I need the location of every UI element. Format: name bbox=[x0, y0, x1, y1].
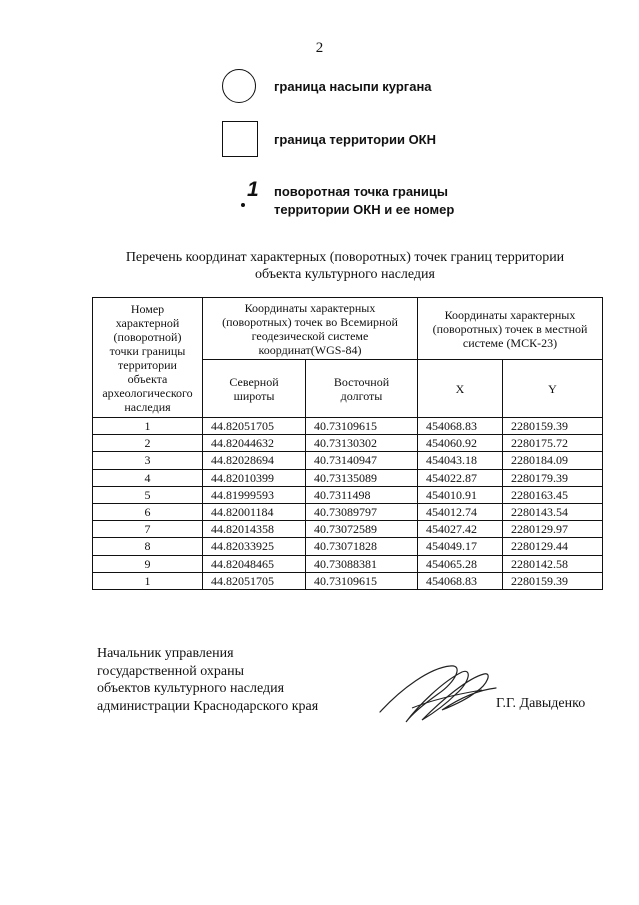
header-line: Координаты характерных bbox=[444, 307, 576, 322]
handwritten-signature bbox=[372, 660, 502, 730]
table-row bbox=[93, 435, 603, 452]
y-cell: 2280129.44 bbox=[503, 538, 603, 555]
latitude-cell: 44.82014358 bbox=[203, 521, 306, 538]
table-row bbox=[93, 538, 603, 555]
point-number-cell: 4 bbox=[93, 469, 203, 486]
point-number-cell: 8 bbox=[93, 538, 203, 555]
latitude-cell: 44.82044632 bbox=[203, 435, 306, 452]
legend-mound-label: граница насыпи кургана bbox=[274, 79, 432, 94]
x-cell: 454065.28 bbox=[418, 555, 503, 572]
x-cell: 454010.91 bbox=[418, 486, 503, 503]
header-line: (поворотных) точек во Всемирной bbox=[222, 314, 398, 329]
x-cell: 454068.83 bbox=[418, 418, 503, 435]
header-line: системе (МСК-23) bbox=[462, 335, 558, 350]
table-row bbox=[93, 521, 603, 538]
table-row bbox=[93, 469, 603, 486]
signatory-line-2: государственной охраны bbox=[97, 663, 245, 679]
point-number-cell: 1 bbox=[93, 572, 203, 589]
point-number-cell: 5 bbox=[93, 486, 203, 503]
longitude-cell: 40.73130302 bbox=[306, 435, 418, 452]
point-number-cell: 7 bbox=[93, 521, 203, 538]
header-line: геодезической системе bbox=[251, 328, 369, 343]
subheader-east-longitude bbox=[306, 360, 418, 418]
subheader-x: X bbox=[418, 360, 503, 418]
header-line: Северной bbox=[229, 374, 279, 389]
table-row bbox=[93, 572, 603, 589]
table-row bbox=[93, 486, 603, 503]
header-line: долготы bbox=[340, 388, 383, 403]
header-line: характерной bbox=[115, 315, 180, 330]
latitude-cell: 44.82048465 bbox=[203, 555, 306, 572]
header-line: (поворотных) точек в местной bbox=[432, 321, 588, 336]
page-number: 2 bbox=[315, 40, 324, 56]
longitude-cell: 40.73072589 bbox=[306, 521, 418, 538]
longitude-cell: 40.73140947 bbox=[306, 452, 418, 469]
header-line: широты bbox=[233, 388, 275, 403]
latitude-cell: 44.81999593 bbox=[203, 486, 306, 503]
table-row bbox=[93, 555, 603, 572]
y-cell: 2280143.54 bbox=[503, 503, 603, 520]
point-number-cell: 6 bbox=[93, 503, 203, 520]
latitude-cell: 44.82028694 bbox=[203, 452, 306, 469]
longitude-cell: 40.73135089 bbox=[306, 469, 418, 486]
header-line: точки границы bbox=[109, 343, 186, 358]
latitude-cell: 44.82010399 bbox=[203, 469, 306, 486]
x-cell: 454043.18 bbox=[418, 452, 503, 469]
y-cell: 2280159.39 bbox=[503, 572, 603, 589]
title-line-1: Перечень координат характерных (поворотных) точек границ территории bbox=[125, 250, 565, 265]
y-cell: 2280142.58 bbox=[503, 555, 603, 572]
header-wgs84 bbox=[203, 298, 418, 360]
header-msk23 bbox=[418, 298, 603, 360]
y-cell: 2280129.97 bbox=[503, 521, 603, 538]
territory-boundary-square-icon bbox=[222, 121, 258, 157]
signatory-line-4: администрации Краснодарского края bbox=[97, 698, 319, 714]
longitude-cell: 40.73071828 bbox=[306, 538, 418, 555]
y-cell: 2280175.72 bbox=[503, 435, 603, 452]
x-cell: 454022.87 bbox=[418, 469, 503, 486]
latitude-cell: 44.82051705 bbox=[203, 572, 306, 589]
coordinates-list-title bbox=[90, 249, 600, 283]
table-row bbox=[93, 418, 603, 435]
x-cell: 454068.83 bbox=[418, 572, 503, 589]
longitude-cell: 40.73109615 bbox=[306, 572, 418, 589]
y-cell: 2280163.45 bbox=[503, 486, 603, 503]
y-cell: 2280159.39 bbox=[503, 418, 603, 435]
legend-point-label-line2: территории ОКН и ее номер bbox=[274, 202, 455, 217]
signatory-title bbox=[97, 645, 318, 715]
header-line: территории bbox=[118, 357, 177, 372]
point-number-cell: 1 bbox=[93, 418, 203, 435]
subheader-north-latitude bbox=[203, 360, 306, 418]
header-line: наследия bbox=[124, 399, 171, 414]
table-row bbox=[93, 452, 603, 469]
signatory-line-3: объектов культурного наследия bbox=[97, 681, 285, 696]
longitude-cell: 40.7311498 bbox=[306, 486, 418, 503]
y-cell: 2280179.39 bbox=[503, 469, 603, 486]
signatory-line-1: Начальник управления bbox=[97, 646, 234, 661]
mound-boundary-circle-icon bbox=[222, 69, 256, 103]
turning-point-number-icon: 1 bbox=[247, 178, 259, 201]
title-line-2: объекта культурного наследия bbox=[255, 267, 435, 282]
table-row bbox=[93, 503, 603, 520]
y-cell: 2280184.09 bbox=[503, 452, 603, 469]
x-cell: 454049.17 bbox=[418, 538, 503, 555]
x-cell: 454060.92 bbox=[418, 435, 503, 452]
x-cell: 454012.74 bbox=[418, 503, 503, 520]
signatory-name: Г.Г. Давыденко bbox=[496, 696, 586, 711]
header-line: (поворотной) bbox=[113, 329, 182, 344]
coordinates-table bbox=[92, 297, 603, 590]
x-cell: 454027.42 bbox=[418, 521, 503, 538]
header-point-number bbox=[93, 298, 203, 418]
longitude-cell: 40.73089797 bbox=[306, 503, 418, 520]
turning-point-dot-icon bbox=[241, 203, 245, 207]
longitude-cell: 40.73088381 bbox=[306, 555, 418, 572]
point-number-cell: 3 bbox=[93, 452, 203, 469]
latitude-cell: 44.82033925 bbox=[203, 538, 306, 555]
header-line: объекта bbox=[127, 371, 168, 386]
header-line: Номер bbox=[130, 301, 165, 316]
header-line: координат(WGS-84) bbox=[258, 342, 362, 357]
legend-point-label-line1: поворотная точка границы bbox=[274, 184, 448, 199]
header-line: Координаты характерных bbox=[244, 300, 376, 315]
legend-territory-label: граница территории ОКН bbox=[274, 132, 436, 147]
point-number-cell: 2 bbox=[93, 435, 203, 452]
latitude-cell: 44.82001184 bbox=[203, 503, 306, 520]
point-number-cell: 9 bbox=[93, 555, 203, 572]
header-line: Восточной bbox=[333, 374, 390, 389]
header-line: археологического bbox=[102, 385, 193, 400]
latitude-cell: 44.82051705 bbox=[203, 418, 306, 435]
longitude-cell: 40.73109615 bbox=[306, 418, 418, 435]
subheader-y: Y bbox=[503, 360, 603, 418]
